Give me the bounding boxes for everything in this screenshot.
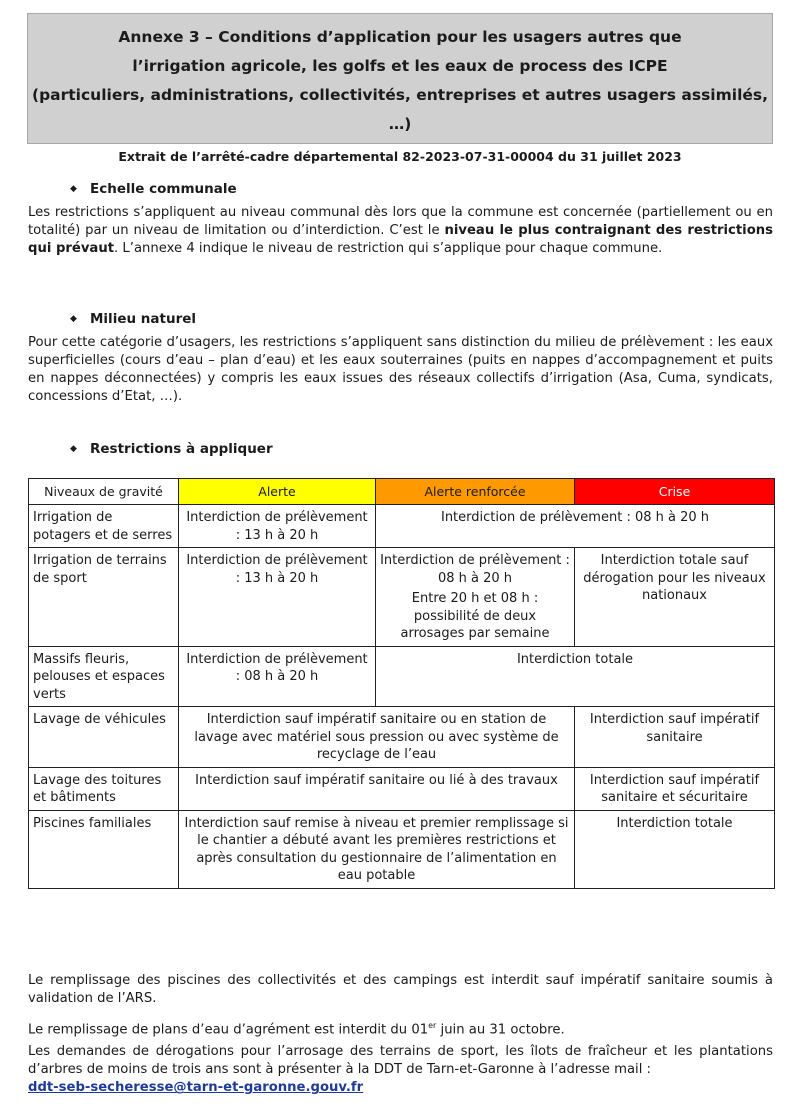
- section-restrictions: [28, 439, 773, 459]
- table-row: [29, 646, 775, 707]
- section-heading: [70, 309, 773, 329]
- section-title: Milieu naturel: [90, 311, 197, 327]
- section-paragraph: Pour cette catégorie d’usagers, les restrictions s’appliquent sans distinction du milieu de prélèvement : les eaux superficielles (cours d’eau – plan d’eau) et les eaux souterraines (puits en nappes d’accompagnement et puits en nappes déconnectées) y compris les eaux issues des réseaux collectifs d’irrigation (Asa, Cuma, syndicats, concessions d’Etat, …).: [28, 335, 773, 404]
- cell-alerte-renforcee: [376, 548, 575, 647]
- table-row: [29, 548, 775, 647]
- cell-alerte-renforcee: Interdiction sauf remise à niveau et premier remplissage si le chantier a débuté avant les premières restrictions et après consultation du gestionnaire de l’alimentation en eau potable: [179, 810, 575, 888]
- section-title: Echelle communale: [90, 181, 237, 197]
- note-plans-eau: [28, 1017, 773, 1039]
- header-title-line-3: (particuliers, administrations, collectivités, entreprises et autres usagers assimilés, …): [31, 86, 769, 133]
- row-label: Irrigation de terrains de sport: [29, 548, 179, 647]
- note-derogations: [28, 1043, 773, 1097]
- cell-alerte-renforcee: Interdiction sauf impératif sanitaire ou en station de lavage avec matériel sous pression ou avec système de recyclage de l’eau: [179, 707, 575, 768]
- contact-email-link[interactable]: ddt-seb-secheresse@tarn-et-garonne.gouv.fr: [28, 1080, 364, 1096]
- paragraph-text: . L’annexe 4 indique le niveau de restriction qui s’applique pour chaque commune.: [114, 241, 663, 256]
- cell-text: Interdiction de prélèvement : 08 h à 20 h: [380, 553, 570, 586]
- footer-notes: [28, 972, 773, 1097]
- table-row: [29, 810, 775, 888]
- cell-alerte: Interdiction de prélèvement : 13 h à 20 h: [179, 505, 376, 548]
- section-paragraph: [28, 204, 773, 258]
- cell-crise: Interdiction totale: [575, 810, 775, 888]
- header-subtitle: Extrait de l’arrêté-cadre départemental 82-2023-07-31-00004 du 31 juillet 2023: [118, 149, 682, 164]
- note-superscript: er: [428, 1021, 437, 1030]
- row-label: Lavage de véhicules: [29, 707, 179, 768]
- cell-crise: Interdiction sauf impératif sanitaire: [575, 707, 775, 768]
- header-title-line-2: l’irrigation agricole, les golfs et les eaux de process des ICPE: [132, 57, 668, 75]
- diamond-bullet-icon: ◆: [70, 184, 77, 194]
- header-alerte: Alerte: [179, 479, 376, 505]
- row-label: Irrigation de potagers et de serres: [29, 505, 179, 548]
- document-header: [27, 13, 773, 164]
- cell-crise: Interdiction sauf impératif sanitaire et sécuritaire: [575, 767, 775, 810]
- cell-alerte: Interdiction de prélèvement : 13 h à 20 h: [179, 548, 376, 647]
- header-niveaux: Niveaux de gravité: [29, 479, 179, 505]
- table-row: [29, 505, 775, 548]
- section-title: Restrictions à appliquer: [90, 441, 273, 457]
- paragraph-emphasis: niveau le plus contraignant des restrictions qui prévaut: [28, 223, 773, 256]
- section-echelle-communale: [28, 179, 773, 258]
- table-header-row: [29, 479, 775, 505]
- row-label: Lavage des toitures et bâtiments: [29, 767, 179, 810]
- restrictions-table: [28, 478, 775, 889]
- table-row: [29, 707, 775, 768]
- diamond-bullet-icon: ◆: [70, 314, 77, 324]
- row-label: Piscines familiales: [29, 810, 179, 888]
- row-label: Massifs fleuris, pelouses et espaces verts: [29, 646, 179, 707]
- cell-text-extra: Entre 20 h et 08 h : possibilité de deux arrosages par semaine: [400, 591, 550, 641]
- note-piscines-collectivites: Le remplissage des piscines des collectivités et des campings est interdit sauf impératif sanitaire soumis à validation de l’ARS.: [28, 973, 773, 1006]
- table-row: [29, 767, 775, 810]
- paragraph-text: Les restrictions s’appliquent au niveau communal dès lors que la commune est concernée (partiellement ou en totalité) par un niveau de limitation ou d’interdiction. C’est le: [28, 205, 773, 238]
- section-milieu-naturel: [28, 309, 773, 406]
- section-heading: [70, 439, 773, 459]
- cell-crise: Interdiction totale sauf dérogation pour les niveaux nationaux: [575, 548, 775, 647]
- header-alerte-renforcee: Alerte renforcée: [376, 479, 575, 505]
- cell-renforcee-crise: Interdiction de prélèvement : 08 h à 20 h: [376, 505, 775, 548]
- diamond-bullet-icon: ◆: [70, 444, 77, 454]
- cell-alerte-renforcee: Interdiction sauf impératif sanitaire ou lié à des travaux: [179, 767, 575, 810]
- note-text: Le remplissage de plans d’eau d’agrément est interdit du 01: [28, 1022, 429, 1038]
- header-title-line-1: Annexe 3 – Conditions d’application pour les usagers autres que: [118, 28, 682, 46]
- cell-renforcee-crise: Interdiction totale: [376, 646, 775, 707]
- note-text: juin au 31 octobre.: [436, 1022, 565, 1038]
- note-text: Les demandes de dérogations pour l’arrosage des terrains de sport, les îlots de fraîcheur et les plantations d’arbres de moins de trois ans sont à présenter à la DDT de Tarn-et-Garonne à l’adresse mail :: [28, 1044, 773, 1078]
- header-crise: Crise: [575, 479, 775, 505]
- section-heading: [70, 179, 773, 199]
- cell-alerte: Interdiction de prélèvement : 08 h à 20 h: [179, 646, 376, 707]
